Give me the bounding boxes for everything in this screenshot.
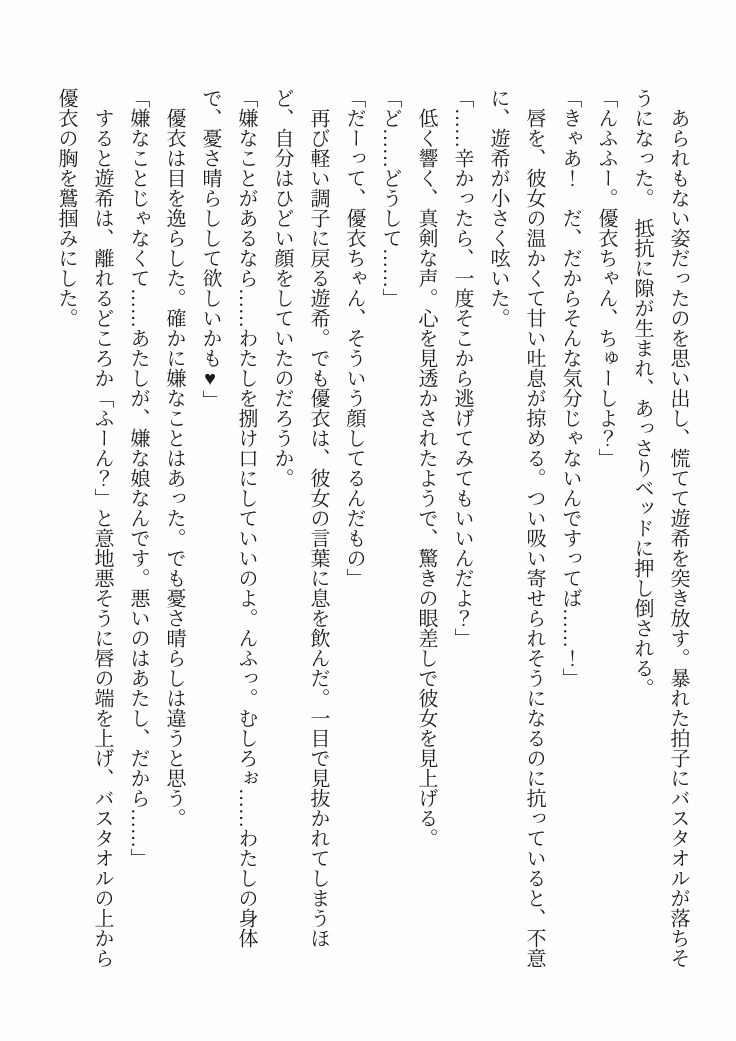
paragraph: 再び軽い調子に戻る遊希。でも優衣は、彼女の言葉に息を飲んだ。一目で見抜かれてしまうほど、自分はひどい顔をしていたのだろうか。: [271, 88, 329, 948]
paragraph: 唇を、彼女の温かくて甘い吐息が掠める。つい吸い寄せられそうになるのに抗っていると、不意に、遊希が小さく呟いた。: [487, 88, 545, 968]
paragraph: 「だーって、優衣ちゃん、そういう顔してるんだもの」: [343, 88, 365, 588]
vertical-text-block: [44, 88, 696, 970]
paragraph: すると遊希は、離れるどころか「ふーん？」と意地悪そうに唇の端を上げ、バスタオルの上から優衣の胸を鷲掴みにした。: [55, 88, 113, 968]
paragraph: 「んふふー。優衣ちゃん、ちゅーしよ？」: [595, 88, 617, 468]
paragraph: 優衣は目を逸らした。確かに嫌なことはあった。でも憂さ晴らしは違うと思う。: [163, 88, 185, 828]
paragraph: 「きゃあ！ だ、だからそんな気分じゃないんですってば……！」: [559, 88, 581, 688]
paragraph: あられもない姿だったのを思い出し、慌てて遊希を突き放す。暴れた拍子にバスタオルが落ちそうになった。 抵抗に隙が生まれ、あっさりベッドに押し倒される。: [631, 88, 689, 968]
paragraph: 「……辛かったら、一度そこから逃げてみてもいいんだよ？」: [451, 88, 473, 648]
paragraph: 「ど……どうして……」: [379, 88, 401, 308]
paragraph: 「嫌なことがあるなら……わたしを捌け口にしていいのよ。んふっ。むしろぉ……わたしの身体で、憂さ晴らしして欲しいかも♥」: [199, 88, 257, 948]
paragraph: 低く響く、真剣な声。心を見透かされたようで、驚きの眼差しで彼女を見上げる。: [415, 88, 437, 848]
paragraph: 「嫌なことじゃなくて……あたしが、嫌な娘なんです。悪いのはあたし、だから……」: [127, 88, 149, 868]
